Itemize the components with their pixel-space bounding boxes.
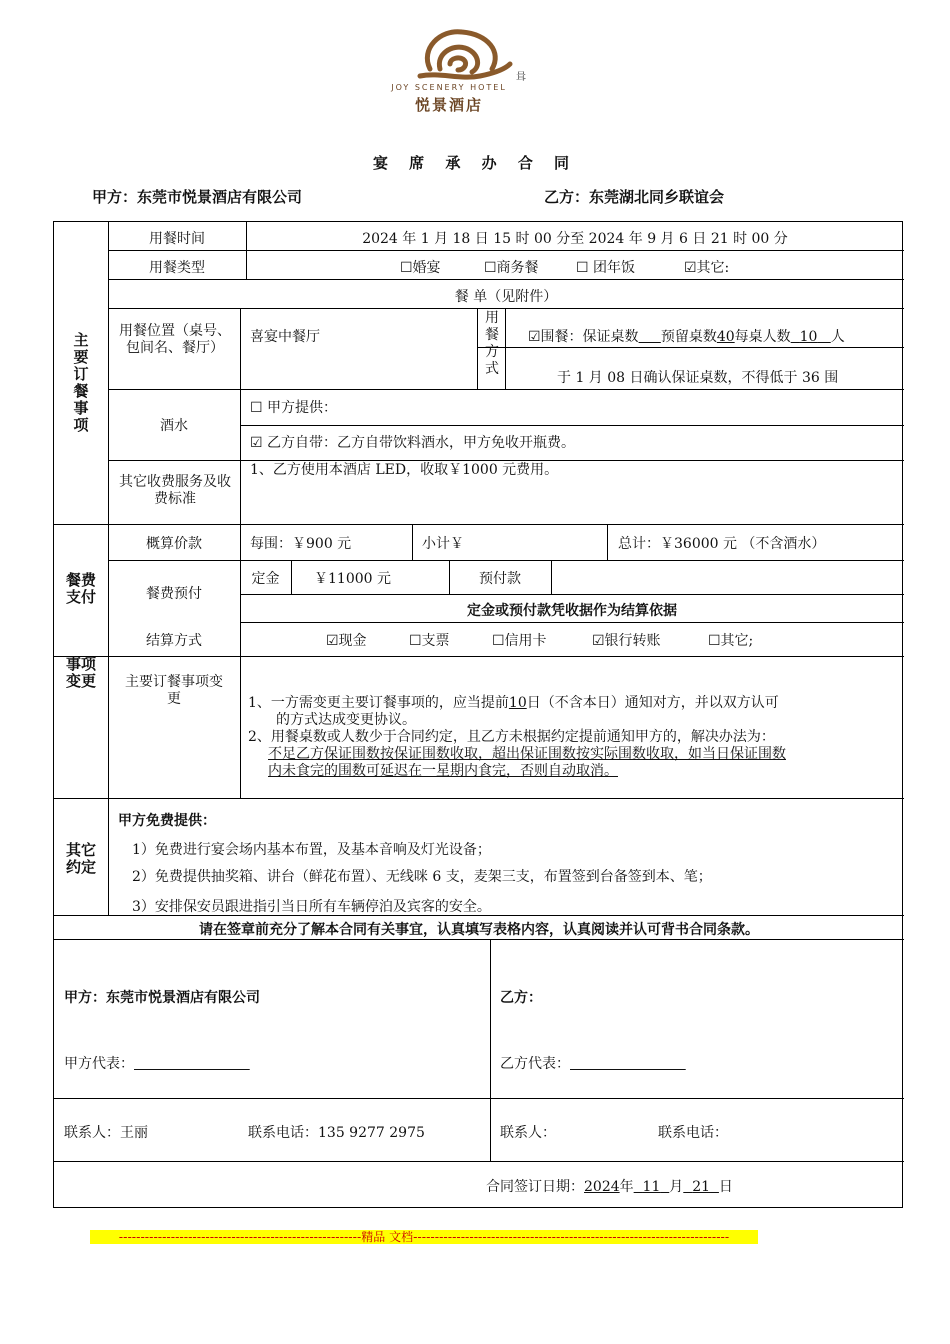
- section-other: 其它约定: [65, 841, 96, 876]
- time-value: 2024 年 1 月 18 日 15 时 00 分至 2024 年 9 月 6 日 21 时 00 分: [362, 231, 788, 247]
- sign-date: 合同签订日期：2024年 11 月 21 日: [486, 1179, 733, 1195]
- settle-bank-checkbox[interactable]: ☑银行转账: [592, 633, 661, 649]
- deposit-value: ￥11000 元: [314, 571, 391, 587]
- settle-other-checkbox[interactable]: ☐其它;: [708, 633, 754, 649]
- logo-english-text: JOY SCENERY HOTEL: [391, 83, 507, 92]
- settle-cash-checkbox[interactable]: ☑现金: [326, 633, 367, 649]
- signing-notice: 请在签章前充分了解本合同有关事宜，认真填写表格内容，认真阅读并认可背书合同条款。: [199, 922, 759, 938]
- wine-option-a[interactable]: ☐ 甲方提供：: [250, 400, 338, 416]
- footer-banner: --------------------------------------------------------精品 文档-------------------------------------------------------------------------: [90, 1230, 758, 1244]
- party-b-header: 乙方：东莞湖北同乡联谊会: [544, 188, 725, 206]
- advance-label: 预付款: [479, 571, 521, 587]
- page-title: 宴 席 承 办 合 同: [372, 154, 578, 172]
- per-table-price: 每围：￥900 元: [250, 536, 352, 552]
- settle-check-checkbox[interactable]: ☐支票: [409, 633, 450, 649]
- estimate-label: 概算价款: [146, 536, 202, 552]
- change-p1: 1、一方需变更主要订餐事项的，应当提前10日（不含本日）通知对方，并以双方认可: [248, 695, 779, 711]
- phone-a: 联系电话：135 9277 2975: [248, 1125, 425, 1141]
- other-item-3: 3）安排保安员跟进指引当日所有车辆停泊及宾客的安全。: [132, 899, 491, 915]
- total: 总计：￥36000 元 （不含酒水）: [618, 536, 826, 552]
- settlement-note: 定金或预付款凭收据作为结算依据: [467, 603, 677, 619]
- wine-label: 酒水: [160, 418, 188, 434]
- change-p2-rule-2: 内未食完的围数可延迟在一星期内食完，否则自动取消。: [268, 763, 618, 779]
- phone-b: 联系电话：: [658, 1125, 728, 1141]
- change-p2: 2、用餐桌数或人数少于合同约定，且乙方未根据约定提前通知甲方的，解决办法为：: [248, 729, 775, 745]
- change-label: 主要订餐事项变更: [125, 674, 223, 707]
- other-fee-value: 1、乙方使用本酒店 LED，收取￥1000 元费用。: [250, 462, 559, 478]
- rep-a: 甲方代表：: [64, 1056, 134, 1072]
- change-p1-cont: 的方式达成变更协议。: [276, 712, 416, 728]
- settle-credit-checkbox[interactable]: ☐信用卡: [492, 633, 547, 649]
- deposit-label: 定金: [251, 571, 280, 587]
- sign-party-a: 甲方：东莞市悦景酒店有限公司: [64, 990, 260, 1006]
- settle-label: 结算方式: [146, 633, 202, 649]
- other-item-1: 1）免费进行宴会场内基本布置，及基本音响及灯光设备；: [132, 842, 491, 858]
- other-heading: 甲方免费提供：: [118, 813, 216, 829]
- type-other-checkbox[interactable]: ☑其它:: [684, 260, 730, 276]
- section-change: 事项变更: [65, 655, 96, 690]
- contact-b: 联系人：: [500, 1125, 556, 1141]
- sign-party-b: 乙方：: [500, 990, 542, 1006]
- logo-chinese-text: 悦景酒店: [414, 96, 483, 114]
- section-fee: 餐费支付: [65, 571, 96, 606]
- type-group-checkbox[interactable]: ☐ 团年饭: [576, 260, 636, 276]
- time-label: 用餐时间: [149, 231, 205, 247]
- contract-table: [53, 221, 903, 1208]
- party-a-header: 甲方：东莞市悦景酒店有限公司: [92, 188, 303, 206]
- type-wedding-checkbox[interactable]: ☐婚宴: [400, 260, 441, 276]
- method-line2: 于 1 月 08 日确认保证桌数，不得低于 36 围: [557, 370, 839, 386]
- subtotal: 小计￥: [422, 536, 464, 552]
- other-fee-label: 其它收费服务及收费标准: [119, 474, 231, 507]
- method-label: 用餐方式: [485, 310, 499, 377]
- contact-a: 联系人：王丽: [64, 1125, 148, 1141]
- stray-mark: 咠: [516, 72, 526, 83]
- menu-row: 餐 单（见附件）: [454, 289, 558, 305]
- rep-b: 乙方代表：: [500, 1056, 570, 1072]
- method-line1: ☑围餐：保证桌数 预留桌数40每桌人数 10 人: [528, 329, 845, 345]
- change-p2-rule-1: 不足乙方保证围数按保证围数收取，超出保证围数按实际围数收取，如当日保证围数: [268, 746, 786, 762]
- wine-option-b[interactable]: ☑ 乙方自带：乙方自带饮料酒水，甲方免收开瓶费。: [250, 435, 575, 451]
- type-label: 用餐类型: [149, 260, 205, 276]
- location-label: 用餐位置（桌号、包间名、餐厅）: [119, 323, 231, 356]
- type-business-checkbox[interactable]: ☐商务餐: [484, 260, 539, 276]
- location-value: 喜宴中餐厅: [250, 329, 320, 345]
- section-main: 主要订餐事项: [73, 331, 89, 434]
- prepay-label: 餐费预付: [146, 586, 202, 602]
- other-item-2: 2）免费提供抽奖箱、讲台（鲜花布置）、无线咪 6 支，麦架三支，布置签到台备签到本、笔；: [132, 869, 712, 885]
